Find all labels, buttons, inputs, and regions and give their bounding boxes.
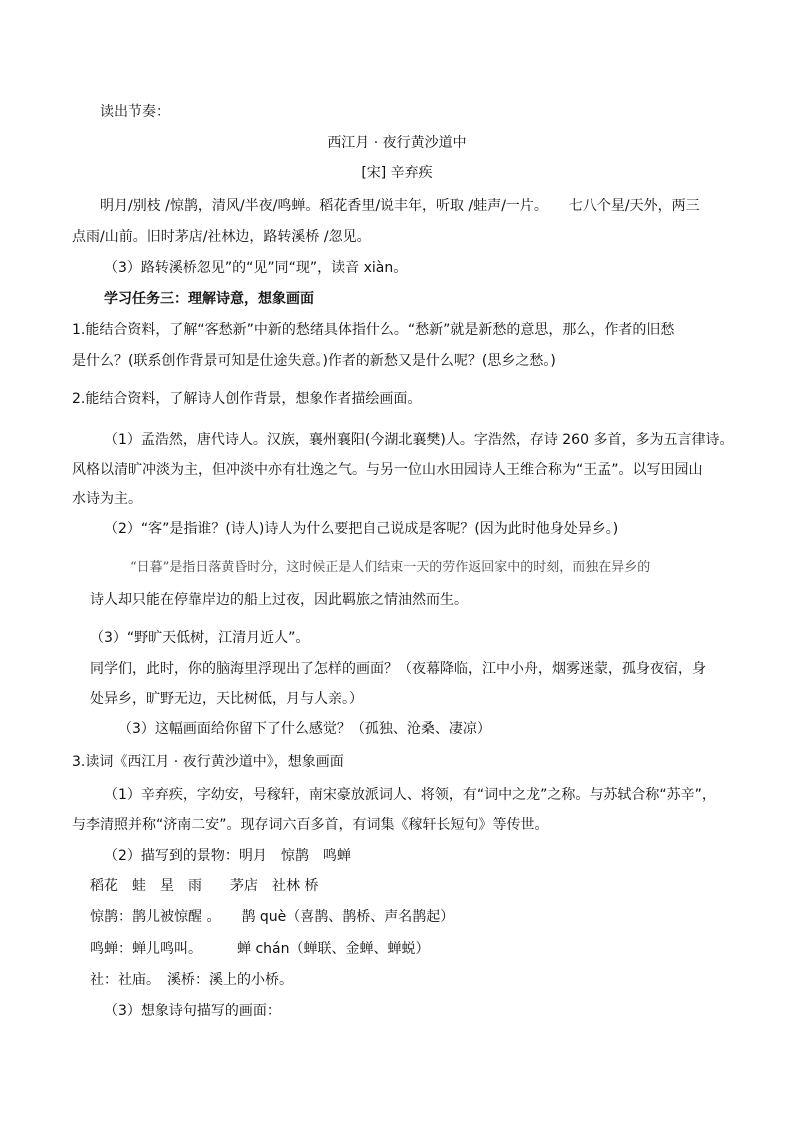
bio-xin-line-2: 与李清照并称“济南二安”。现存词六百多首，有词集《稼轩长短句》等传世。 xyxy=(72,817,549,833)
bio-meng-line-2: 风格以清旷冲淡为主，但冲淡中亦有壮逸之气。与另一位山水田园诗人王维合称为“王孟”。以写田园山 xyxy=(72,462,703,478)
poem-author: [宋] 辛弃疾 xyxy=(361,165,433,181)
imagery-line-1: 同学们，此时，你的脑海里浮现出了怎样的画面？（夜幕降临，江中小舟，烟雾迷蒙，孤身夜宿，身 xyxy=(90,661,706,677)
imagine-scene-prompt: （3）想象诗句描写的画面： xyxy=(104,1003,281,1019)
poem-title: 西江月 · 夜行黄沙道中 xyxy=(327,135,467,151)
poem-line-1: 明月/别枝 /惊鹊，清风/半夜/鸣蝉。稻花香里/说丰年，听取 /蛙声/一片。 七八个星/天外，两三 xyxy=(100,198,700,214)
item-2-heading: 2.能结合资料，了解诗人创作背景，想象作者描绘画面。 xyxy=(72,391,422,407)
bio-xin-line-1: （1）辛弃疾，字幼安，号稼轩，南宋豪放派词人、将领，有“词中之龙”之称。与苏轼合称“苏辛”， xyxy=(104,787,716,803)
scenery-list-1: （2）描写到的景物：明月 惊鹊 鸣蝉 xyxy=(104,848,351,864)
item-1-line-1: 1.能结合资料，了解“客愁新”中新的愁绪具体指什么。“愁新”就是新愁的意思，那么，作者的旧愁 xyxy=(72,322,675,338)
vocab-chan: 鸣蝉：蝉儿鸣叫。 蝉 chán（蝉联、金蝉、蝉蜕） xyxy=(90,941,430,957)
scenery-list-2: 稻花 蛙 星 雨 茅店 社林 桥 xyxy=(90,878,319,894)
imagery-line-2: 处异乡，旷野无边，天比树低，月与人亲。） xyxy=(90,691,363,707)
item-3-heading: 3.读词《西江月 · 夜行黄沙道中》，想象画面 xyxy=(72,754,344,770)
dusk-explanation-line-2: 诗人却只能在停靠岸边的船上过夜，因此羁旅之情油然而生。 xyxy=(90,592,468,608)
feeling-question: （3）这幅画面给你留下了什么感觉？（孤独、沧桑、凄凉） xyxy=(118,721,491,737)
line-read-rhythm: 读出节奏： xyxy=(100,104,170,120)
vocab-she-xiqiao: 社：社庙。 溪桥：溪上的小桥。 xyxy=(90,972,293,988)
bio-meng-line-1: （1）孟浩然，唐代诗人。汉族，襄州襄阳(今湖北襄樊)人。字浩然，存诗 260 多首，多为五言律诗。 xyxy=(104,432,734,448)
question-guest: （2）“客”是指谁？(诗人)诗人为什么要把自己说成是客呢？(因为此时他身处异乡。) xyxy=(104,521,619,537)
section-heading-task-3: 学习任务三：理解诗意，想象画面 xyxy=(104,291,314,307)
verse-quote: （3）“野旷天低树，江清月近人”。 xyxy=(90,630,310,646)
dusk-explanation-line-1: “日暮”是指日落黄昏时分，这时候正是人们结束一天的劳作返回家中的时刻，而独在异乡的 xyxy=(130,560,651,575)
bio-meng-line-3: 水诗为主。 xyxy=(72,491,142,507)
poem-line-2: 点雨/山前。旧时茅店/社林边，路转溪桥 /忽见。 xyxy=(72,229,371,245)
pronunciation-note: （3）路转溪桥忽见”的“见”同“现”，读音 xiàn。 xyxy=(104,260,408,276)
vocab-que: 惊鹊：鹊儿被惊醒 。 鹊 què（喜鹊、鹊桥、声名鹊起） xyxy=(90,909,455,925)
item-1-line-2: 是什么？(联系创作背景可知是仕途失意。)作者的新愁又是什么呢？(思乡之愁。) xyxy=(72,353,556,369)
